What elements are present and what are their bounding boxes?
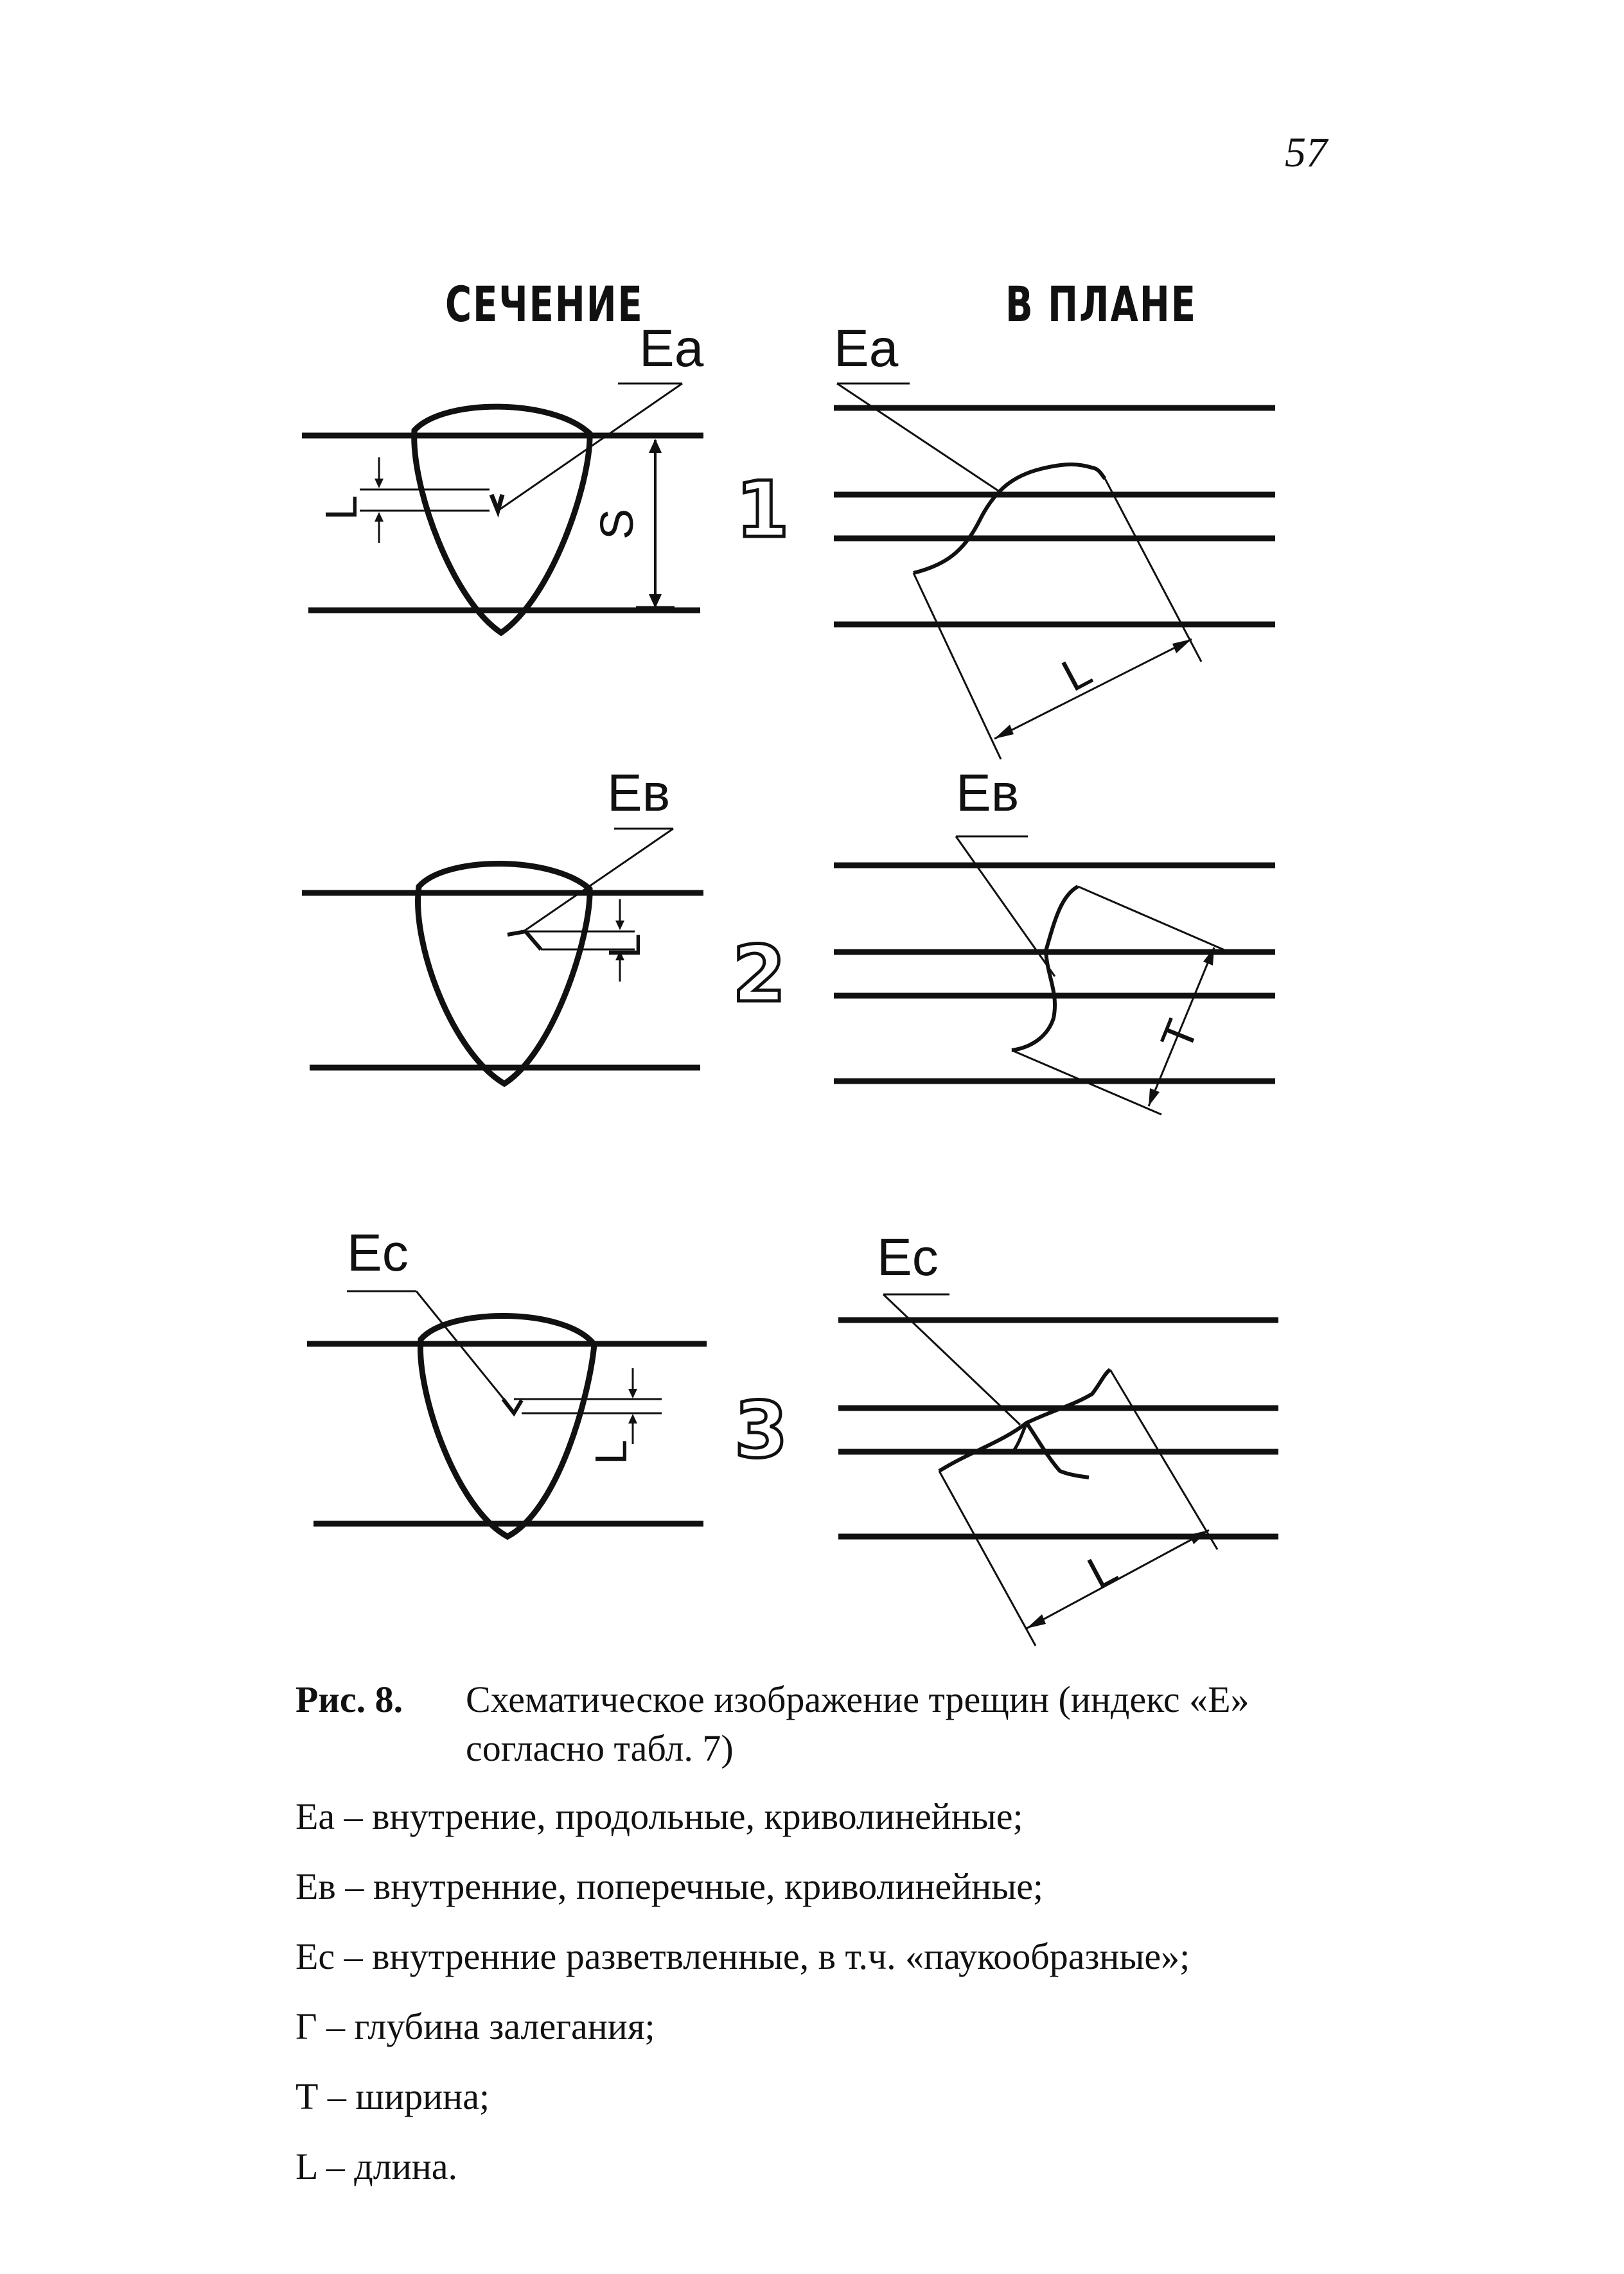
row-3-plan-dim-l: L [1079,1542,1125,1599]
row-2-plan [834,836,1275,1115]
row-1-section-label: Eа [639,319,704,378]
row-3-section-dim-l: L [586,1440,636,1465]
row-3-number: 3 [734,1386,788,1476]
row-2-plan-dim-t: T [1151,1012,1208,1057]
legend-item-g: Г – глубина залегания; [296,2005,655,2047]
row-2-section-label: Eв [607,764,671,822]
row-1-plan-label: Eа [834,319,899,378]
row-2-plan-label: Eв [956,764,1019,822]
row-3-section [307,1291,707,1537]
legend-list [296,1792,1190,2212]
row-1-section-dim-l: L [316,495,366,520]
row-1-plan [834,383,1275,759]
row-1-section-dim-s: S [592,508,643,540]
page-number: 57 [1285,129,1327,176]
header-plan: В ПЛАНЕ [1005,276,1197,333]
caption-text: Схематическое изображение трещин (индекс «Е» согласно табл. 7) [466,1679,1249,1769]
legend-item-l: L – длина. [296,2146,458,2187]
row-2-number: 2 [732,930,786,1019]
legend-item-ea: Еа – внутрение, продольные, криволинейные; [296,1795,1023,1837]
caption-label: Рис. 8. [296,1679,403,1720]
row-1-plan-dim-l: L [1054,645,1100,701]
row-3-plan-label: Ec [877,1228,939,1287]
row-1-number: 1 [736,466,790,555]
legend-item-eb: Ев – внутренние, поперечные, криволинейные; [296,1865,1044,1907]
legend-item-ec: Ес – внутренние разветвленные, в т.ч. «паукообразные»; [296,1935,1190,1977]
row-3-section-label: Ec [347,1224,409,1282]
legend-item-t: Т – ширина; [296,2076,490,2117]
header-section: СЕЧЕНИЕ [445,276,644,333]
row-2-section-dim-l: L [599,933,649,958]
row-3-plan [838,1294,1278,1646]
